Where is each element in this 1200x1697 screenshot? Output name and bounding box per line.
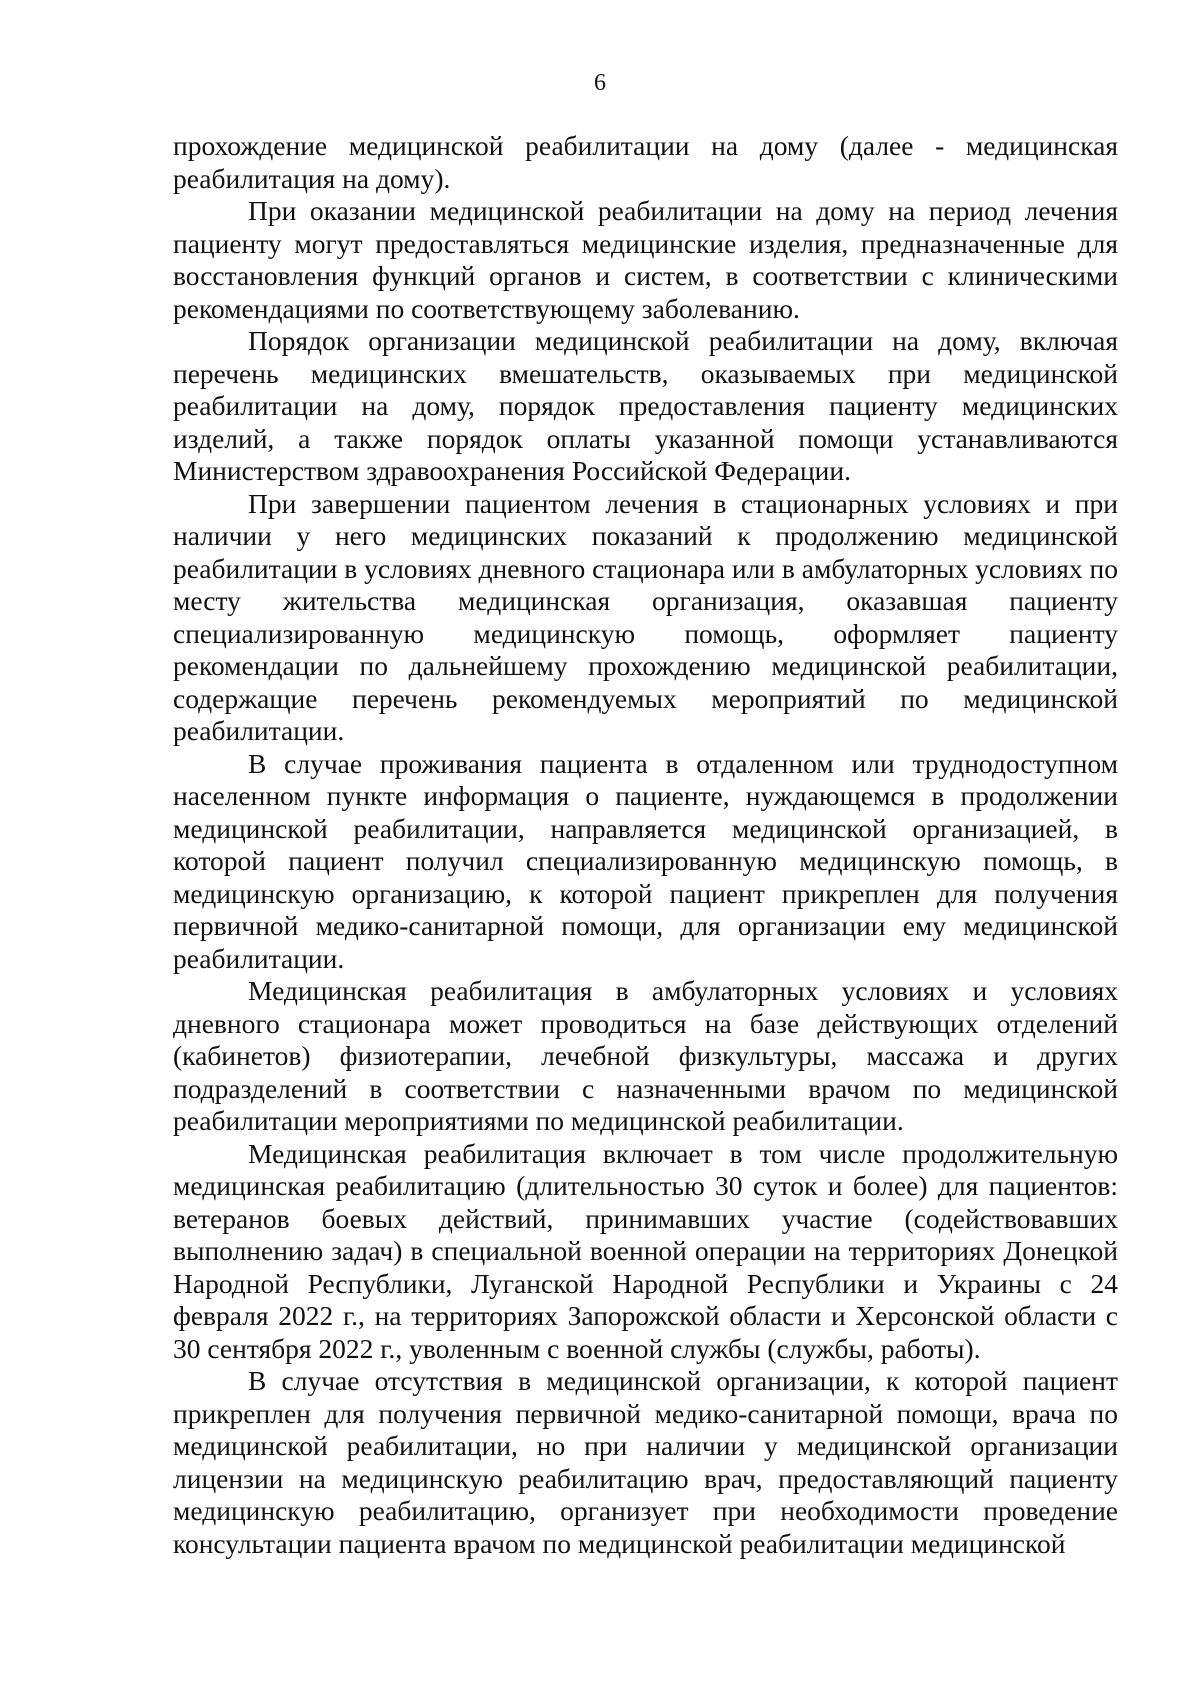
paragraph-completion-of-treatment: При завершении пациентом лечения в стационарных условиях и при наличии у него медицинских показаний к продолжению медицинской реабилитации в условиях дневного стационара или в амбулаторных условиях по месту жительства медицинская организация, оказавшая пациенту специализированную медицинскую помощь, оформляет пациенту рекомендации по дальнейшему прохождению медицинской реабилитации, содержащие перечень рекомендуемых мероприятий по медицинской реабилитации. <box>173 487 1118 746</box>
page-number: 6 <box>594 70 606 96</box>
paragraph-remote-residence: В случае проживания пациента в отдаленном или труднодоступном населенном пункте информация о пациенте, нуждающемся в продолжении медицинской реабилитации, направляется медицинской организацией, в которой пациент получил специализированную медицинскую помощь, в медицинскую организацию, к которой пациент прикреплен для получения первичной медико-санитарной помощи, для организации ему медицинской реабилитации. <box>173 747 1118 974</box>
paragraph-procedure: Порядок организации медицинской реабилитации на дому, включая перечень медицинских вмешательств, оказываемых при медицинской реабилитации на дому, порядок предоставления пациенту медицинских изделий, а также порядок оплаты указанной помощи устанавливаются Министерством здравоохранения Российской Федерации. <box>173 325 1118 486</box>
paragraph-absence-of-doctor: В случае отсутствия в медицинской организации, к которой пациент прикреплен для получения первичной медико-санитарной помощи, врача по медицинской реабилитации, но при наличии у медицинской организации лицензии на медицинскую реабилитацию врач, предоставляющий пациенту медицинскую реабилитацию, организует при необходимости проведение консультации пациента врачом по медицинской реабилитации медицинской <box>173 1365 1118 1559</box>
paragraph-outpatient-rehabilitation: Медицинская реабилитация в амбулаторных условиях и условиях дневного стационара может проводиться на базе действующих отделений (кабинетов) физиотерапии, лечебной физкультуры, массажа и других подразделений в соответствии с назначенными врачом по медицинской реабилитации мероприятиями по медицинской реабилитации. <box>173 975 1118 1136</box>
paragraph-continuation: прохождение медицинской реабилитации на дому (далее - медицинская реабилитация на дому). <box>173 130 1118 194</box>
document-body <box>173 130 1118 1560</box>
paragraph-medical-devices: При оказании медицинской реабилитации на дому на период лечения пациенту могут предоставляться медицинские изделия, предназначенные для восстановления функций органов и систем, в соответствии с клиническими рекомендациями по соответствующему заболеванию. <box>173 195 1118 324</box>
paragraph-long-term-rehabilitation: Медицинская реабилитация включает в том числе продолжительную медицинская реабилитацию (длительностью 30 суток и более) для пациентов: ветеранов боевых действий, принимавших участие (содействовавших выполнению задач) в специальной военной операции на территориях Донецкой Народной Республики, Луганской Народной Республики и Украины с 24 февраля 2022 г., на территориях Запорожской области и Херсонской области с 30 сентября 2022 г., уволенным с военной службы (службы, работы). <box>173 1137 1118 1364</box>
